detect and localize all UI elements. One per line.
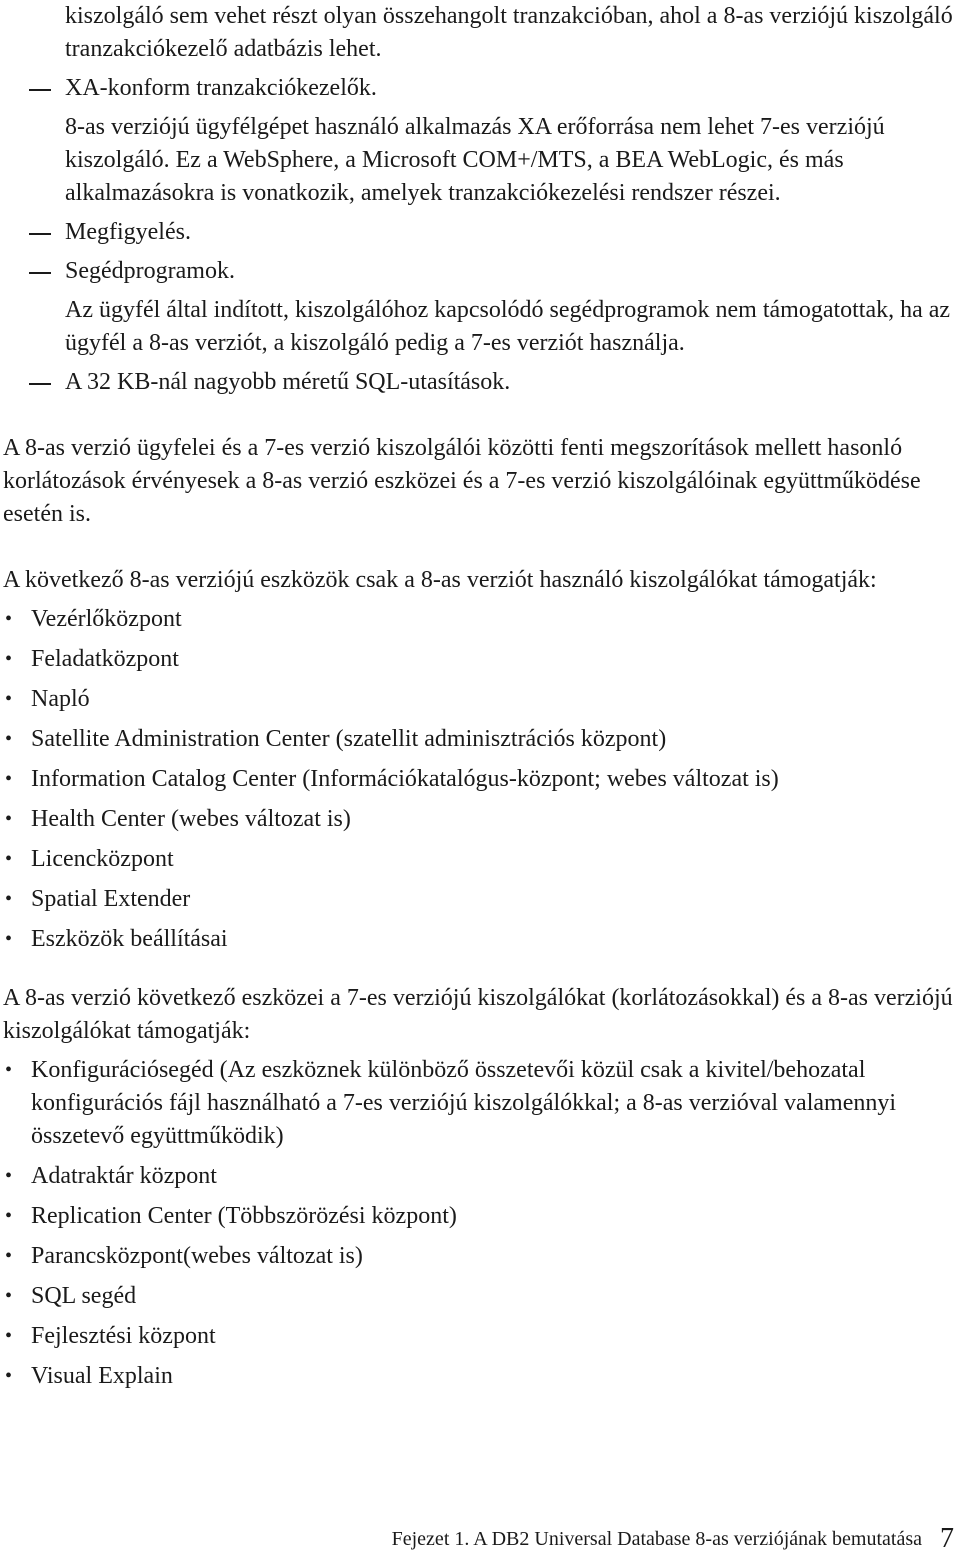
list-item-text: Visual Explain bbox=[31, 1363, 173, 1389]
list-item-text: Satellite Administration Center (szatellit adminisztrációs központ) bbox=[31, 726, 667, 752]
list-item bbox=[3, 843, 953, 876]
dash-list-item bbox=[65, 255, 953, 288]
dash-list-item bbox=[65, 366, 953, 399]
list-item bbox=[3, 1200, 953, 1233]
list-item bbox=[3, 1240, 953, 1273]
list-item bbox=[3, 683, 953, 716]
list-item bbox=[3, 763, 953, 796]
dash-list-item bbox=[65, 216, 953, 249]
bullet-icon: • bbox=[5, 888, 13, 910]
bullet-icon: • bbox=[5, 1205, 13, 1227]
bullet-icon: • bbox=[5, 1365, 13, 1387]
dash-list-item bbox=[65, 72, 953, 105]
list-item-text: Eszközök beállításai bbox=[31, 926, 228, 952]
list-item-text: Adatraktár központ bbox=[31, 1163, 217, 1189]
list-item bbox=[3, 923, 953, 956]
v7-v8-tools-list bbox=[3, 1054, 953, 1393]
list-item bbox=[3, 1360, 953, 1393]
dash-item-label: A 32 KB-nál nagyobb méretű SQL-utasítások. bbox=[65, 369, 511, 395]
footer-chapter-title: Fejezet 1. A DB2 Universal Database 8-as verziójának bemutatása bbox=[391, 1528, 922, 1550]
bullet-icon: • bbox=[5, 688, 13, 710]
dash-item-label: XA-konform tranzakciókezelők. bbox=[65, 75, 377, 101]
list-item bbox=[3, 723, 953, 756]
continued-text bbox=[65, 0, 953, 66]
bullet-icon: • bbox=[5, 648, 13, 670]
bullet-icon: • bbox=[5, 1059, 13, 1081]
bullet-icon: • bbox=[5, 808, 13, 830]
bullet-icon: • bbox=[5, 728, 13, 750]
list-item bbox=[3, 1280, 953, 1313]
bullet-icon: • bbox=[5, 1245, 13, 1267]
paragraph-restrictions: A 8-as verzió ügyfelei és a 7-es verzió kiszolgálói közötti fenti megszorítások mellett hasonló korlátozások érvényesek a 8-as verzió eszközei és a 7-es verzió kiszolgálóinak együttműködése esetén is. bbox=[3, 435, 921, 527]
list-item bbox=[3, 1320, 953, 1353]
document-body bbox=[3, 0, 953, 1400]
list-item bbox=[3, 643, 953, 676]
list-item-text: Spatial Extender bbox=[31, 886, 191, 912]
list-item-text: Feladatközpont bbox=[31, 646, 179, 672]
list-item-text: Konfigurációsegéd (Az eszköznek különböző összetevői közül csak a kivitel/behozatal konfigurációs fájl használható a 7-es verziójú kiszolgálókkal; a 8-as verzióval valamennyi összetevő együttműködik) bbox=[31, 1057, 897, 1149]
list-item bbox=[3, 1160, 953, 1193]
bullet-icon: • bbox=[5, 1325, 13, 1347]
paragraph-v8-only-tools: A következő 8-as verziójú eszközök csak a 8-as verziót használó kiszolgálókat támogatják: bbox=[3, 567, 877, 593]
top-fragment: kiszolgáló sem vehet részt olyan összehangolt tranzakcióban, ahol a 8-as verziójú kiszolgáló tranzakciókezelő adatbázis lehet. bbox=[65, 3, 953, 62]
bullet-icon: • bbox=[5, 848, 13, 870]
v8-only-tools-list bbox=[3, 603, 953, 956]
list-item-text: Napló bbox=[31, 686, 90, 712]
list-item bbox=[3, 883, 953, 916]
page-footer bbox=[392, 1525, 954, 1553]
paragraph-v7-v8-tools: A 8-as verzió következő eszközei a 7-es verziójú kiszolgálókat (korlátozásokkal) és a 8-as verziójú kiszolgálókat támogatják: bbox=[3, 985, 953, 1044]
bullet-icon: • bbox=[5, 608, 13, 630]
list-item bbox=[3, 803, 953, 836]
page-number: 7 bbox=[940, 1523, 954, 1554]
bullet-icon: • bbox=[5, 1165, 13, 1187]
bullet-icon: • bbox=[5, 1285, 13, 1307]
dash-item-label: Megfigyelés. bbox=[65, 219, 191, 245]
list-item-text: Parancsközpont(webes változat is) bbox=[31, 1243, 363, 1269]
list-item-text: Information Catalog Center (Információkatalógus-központ; webes változat is) bbox=[31, 766, 779, 792]
dash-item-note: 8-as verziójú ügyfélgépet használó alkalmazás XA erőforrása nem lehet 7-es verziójú kiszolgáló. Ez a WebSphere, a Microsoft COM+/MTS, a BEA WebLogic, és más alkalmazásokra is vonatkozik, amelyek tranzakciókezelési rendszer részei. bbox=[65, 114, 885, 206]
list-item bbox=[3, 603, 953, 636]
list-item-text: Health Center (webes változat is) bbox=[31, 806, 351, 832]
list-item bbox=[3, 1054, 953, 1153]
list-item-text: Licencközpont bbox=[31, 846, 174, 872]
dash-item-label: Segédprogramok. bbox=[65, 258, 235, 284]
list-item-text: SQL segéd bbox=[31, 1283, 137, 1309]
dash-item-note: Az ügyfél által indított, kiszolgálóhoz kapcsolódó segédprogramok nem támogatottak, ha az ügyfél a 8-as verziót, a kiszolgáló pedig a 7-es verziót használja. bbox=[65, 297, 951, 356]
bullet-icon: • bbox=[5, 928, 13, 950]
list-item-text: Fejlesztési központ bbox=[31, 1323, 216, 1349]
list-item-text: Replication Center (Többszörözési központ) bbox=[31, 1203, 457, 1229]
list-item-text: Vezérlőközpont bbox=[31, 606, 182, 632]
bullet-icon: • bbox=[5, 768, 13, 790]
